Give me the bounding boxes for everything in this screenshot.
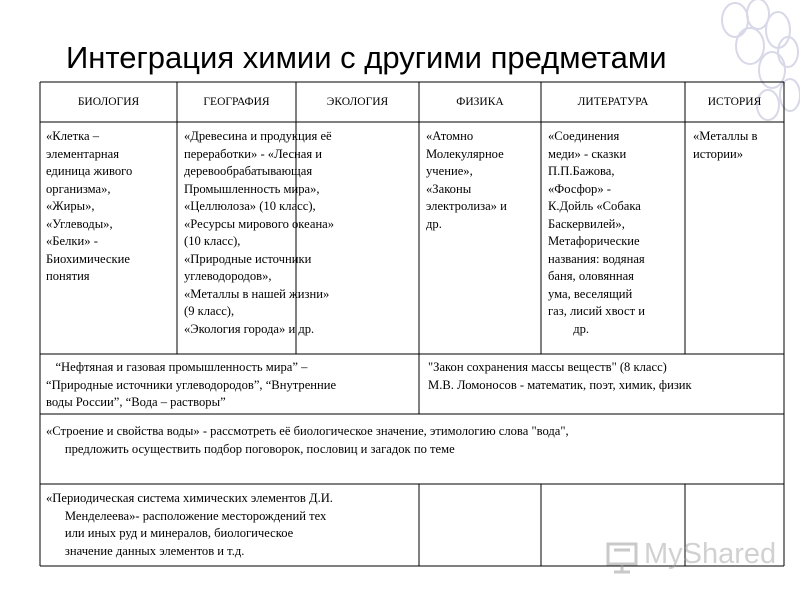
cell-row2-right: "Закон сохранения массы веществ" (8 класс) М.В. Ломоносов - математик, поэт, химик, физик [428,360,692,392]
header-geography: ГЕОГРАФИЯ [203,96,270,108]
watermark-text: MyShared [644,538,777,570]
cell-row3: «Строение и свойства воды» - рассмотреть её биологическое значение, этимологию слова "вода", предложить осуществить подбор поговорок, пословиц и загадок по теме [46,424,569,456]
header-literature: ЛИТЕРАТУРА [577,96,649,108]
cell-biology: «Клетка – элементарная единица живого организма», «Жиры», «Углеводы», «Белки» - Биохимические понятия [46,129,133,283]
cell-history: «Металлы в истории» [693,129,758,161]
cell-literature: «Соединения меди» - сказки П.П.Бажова, «Фосфор» - К.Дойль «Собака Баскервилей», Метафорические названия: водяная баня, оловянная ума, веселящий газ, лисий хвост и др. [548,129,646,336]
header-biology: БИОЛОГИЯ [77,96,140,108]
watermark-logo [604,536,777,576]
cell-physics: «Атомно Молекулярное учение», «Законы электролиза» и др. [426,129,507,231]
presentation-icon [604,538,640,574]
header-history: ИСТОРИЯ [707,96,762,108]
cell-row2-left: “Нефтяная и газовая промышленность мира” – “Природные источники углеводородов”, “Внутренние воды России”, “Вода – растворы” [46,360,337,409]
cell-geography: «Древесина и продукция её переработки» - «Лесная и деревообрабатывающая Промышленность мира», «Целлюлоза» (10 класс), «Ресурсы мирового океана» (10 класс), «Природные источники углеводородов», «Металлы в нашей жизни» (9 класс), «Экология города» и др. [184,129,335,336]
header-physics: ФИЗИКА [456,96,504,108]
header-ecology: ЭКОЛОГИЯ [326,96,389,108]
cell-row4: «Периодическая система химических элементов Д.И. Менделеева»- расположение месторождений тех или иных руд и минералов, биологическое значение данных элементов и т.д. [46,491,333,558]
slide-title: Интеграция химии с другими предметами [66,40,667,75]
